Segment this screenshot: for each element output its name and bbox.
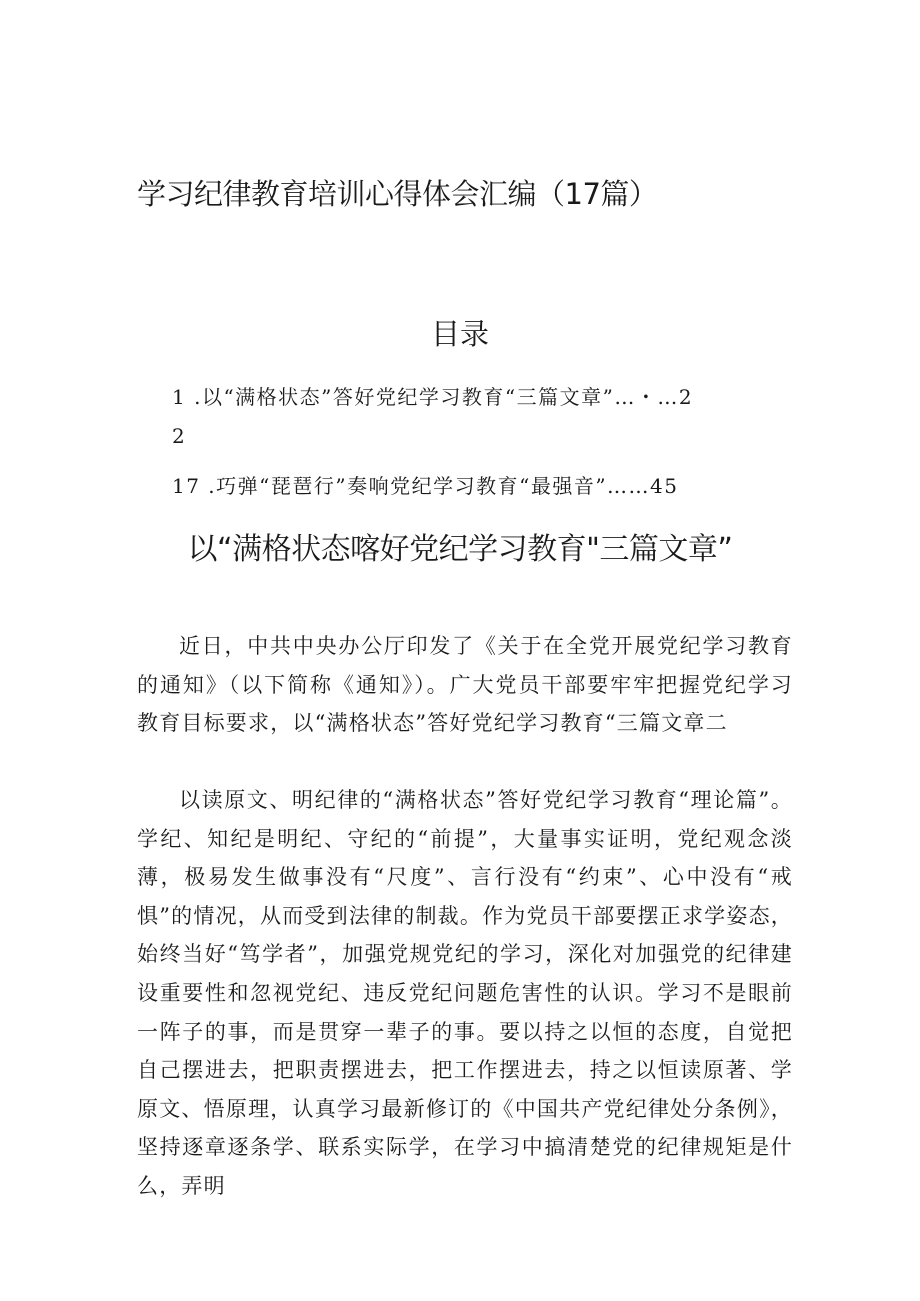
article-title: 以“满格状态喀好党纪学习教育"三篇文章”	[187, 532, 733, 567]
toc-entry-17[interactable]: 17 .巧弹“琵琶行”奏响党纪学习教育“最强音”……45	[172, 474, 679, 498]
toc-entry-1[interactable]: 1 .以“满格状态”答好党纪学习教育“三篇文章”…・…2	[172, 385, 694, 409]
document-title: 学习纪律教育培训心得体会汇编（17篇）	[137, 177, 658, 211]
article-body-section	[137, 781, 793, 1206]
toc-heading: 目录	[430, 317, 489, 351]
toc-entry-2[interactable]: 2	[172, 424, 187, 448]
article-body-intro	[137, 627, 793, 743]
paragraph: 以读原文、明纪律的“满格状态”答好党纪学习教育“理论篇”。学纪、知纪是明纪、守纪的“前提”，大量事实证明，党纪观念淡薄，极易发生做事没有“尺度”、言行没有“约束”、心中没有“戒惧”的情况，从而受到法律的制裁。作为党员干部要摆正求学姿态，始终当好“笃学者”，加强党规党纪的学习，深化对加强党的纪律建设重要性和忽视党纪、违反党纪问题危害性的认识。学习不是眼前一阵子的事，而是贯穿一辈子的事。要以持之以恒的态度，自觉把自己摆进去，把职责摆进去，把工作摆进去，持之以恒读原著、学原文、悟原理，认真学习最新修订的《中国共产党纪律处分条例》，坚持逐章逐条学、联系实际学，在学习中搞清楚党的纪律规矩是什么，弄明	[137, 788, 793, 1198]
paragraph: 近日，中共中央办公厅印发了《关于在全党开展党纪学习教育的通知》（以下简称《通知》）。广大党员干部要牢牢把握党纪学习教育目标要求，以“满格状态”答好党纪学习教育“三篇文章二	[137, 634, 793, 736]
